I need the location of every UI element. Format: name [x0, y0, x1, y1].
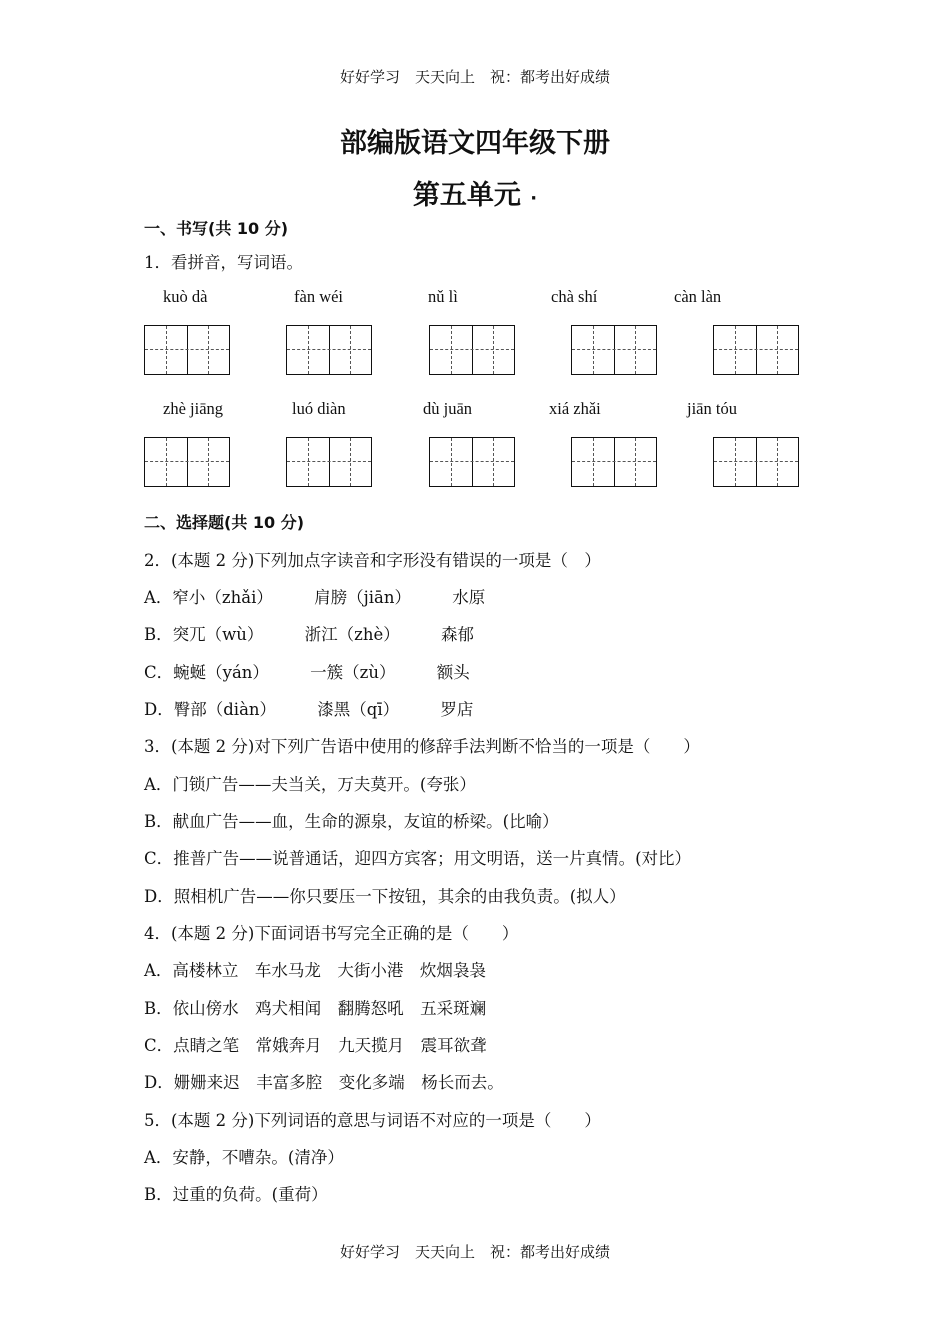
- writing-grid[interactable]: [713, 437, 799, 487]
- section-choice-heading: 二、选择题(共 10 分): [144, 513, 305, 532]
- writing-grid[interactable]: [144, 325, 230, 375]
- pinyin-label: chà shí: [551, 287, 598, 306]
- option-line: A．窄小（zhǎi） 肩膀（jiān） 水原: [144, 588, 486, 607]
- option-line: D．照相机广告——你只要压一下按钮，其余的由我负责。(拟人）: [144, 887, 626, 906]
- section-writing-heading: 一、书写(共 10 分): [144, 219, 289, 238]
- option-line: D．姗姗来迟 丰富多腔 变化多端 杨长而去。: [144, 1073, 504, 1092]
- option-line: A．门锁广告——夫当关，万夫莫开。(夸张）: [144, 775, 476, 794]
- writing-grid[interactable]: [571, 437, 657, 487]
- pinyin-label: dù juān: [423, 399, 473, 418]
- pinyin-label: fàn wéi: [294, 287, 344, 306]
- option-line: A．高楼林立 车水马龙 大街小港 炊烟袅袅: [144, 961, 486, 980]
- question-5: 5．(本题 2 分)下列词语的意思与词语不对应的一项是（ ）: [144, 1111, 601, 1130]
- question-4: 4．(本题 2 分)下面词语书写完全正确的是（ ）: [144, 924, 519, 943]
- writing-grid[interactable]: [286, 325, 372, 375]
- page-subtitle: [0, 173, 950, 212]
- writing-grid[interactable]: [429, 325, 515, 375]
- writing-grid[interactable]: [571, 325, 657, 375]
- option-line: C．点睛之笔 常娥奔月 九天揽月 震耳欲聋: [144, 1036, 487, 1055]
- writing-grid[interactable]: [429, 437, 515, 487]
- question-3: 3．(本题 2 分)对下列广告语中使用的修辞手法判断不恰当的一项是（ ）: [144, 737, 700, 756]
- pinyin-label: zhè jiāng: [163, 399, 224, 418]
- option-line: B．过重的负荷。(重荷）: [144, 1185, 328, 1204]
- writing-grid[interactable]: [713, 325, 799, 375]
- pinyin-label: kuò dà: [163, 287, 208, 306]
- pinyin-label: jiān tóu: [687, 399, 737, 418]
- option-line: B．献血广告——血，生命的源泉，友谊的桥梁。(比喻）: [144, 812, 559, 831]
- pinyin-label: nǔ lì: [428, 287, 458, 306]
- pinyin-label: càn làn: [674, 287, 722, 306]
- question-2: 2．(本题 2 分)下列加点字读音和字形没有错误的一项是（ ）: [144, 551, 601, 570]
- page-header: 好好学习 天天向上 祝：都考出好成绩: [339, 68, 610, 86]
- pinyin-label: xiá zhǎi: [549, 399, 601, 418]
- option-line: A．安静，不嘈杂。(清净）: [144, 1148, 344, 1167]
- page-title: 部编版语文四年级下册: [340, 128, 610, 159]
- question-1: 1．看拼音，写词语。: [144, 253, 303, 272]
- option-line: C．蜿蜒（yán） 一簇（zù） 额头: [144, 663, 470, 682]
- pinyin-label: luó diàn: [292, 399, 346, 418]
- option-line: D．臀部（diàn） 漆黑（qī） 罗店: [144, 700, 474, 719]
- writing-grid[interactable]: [144, 437, 230, 487]
- subtitle-mark: ·: [530, 188, 538, 209]
- option-line: B．突兀（wù） 浙江（zhè） 森郁: [144, 625, 474, 644]
- option-line: B．依山傍水 鸡犬相闻 翻腾怒吼 五采斑斓: [144, 999, 487, 1018]
- page-footer: 好好学习 天天向上 祝：都考出好成绩: [339, 1243, 610, 1261]
- writing-grid[interactable]: [286, 437, 372, 487]
- subtitle-text: 第五单元: [412, 180, 521, 211]
- option-line: C．推普广告——说普通话，迎四方宾客；用文明语，送一片真情。(对比）: [144, 849, 692, 868]
